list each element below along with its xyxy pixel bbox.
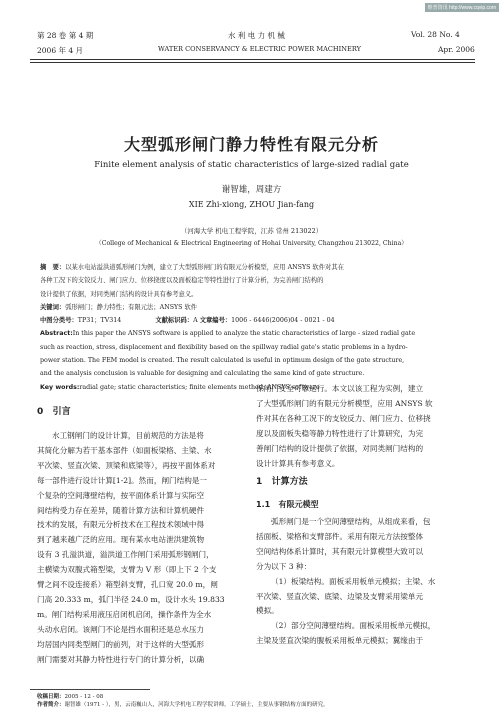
text-line: 件对其在各种工况下的支铰反力、闸门应力、位移挠 [256,413,431,423]
section-number: 0 [37,407,44,417]
abstract-line: 设计提供了依据，对同类闸门结构的设计具有参考意义。 [40,290,198,298]
abstract-line: 各种工况下的支铰反力、闸门应力、位移挠度以及面板稳定等特性进行了计算分析，为完善闸门结构的 [40,277,324,285]
text-line: 闸门需要对其静力特性进行专门的计算分析，以确 [37,654,205,664]
text-line: m。闸门结构采用液压启闭机启闭，操作条件为全水 [37,609,212,619]
text-line: 弧形闸门是一个空间薄壁结构，从组成来看，包 [271,517,431,526]
text-line: 个复杂的空间薄壁结构，按平面体系计算与实际空 [37,490,205,500]
doc-code-value: A [193,317,198,325]
text-line: 善闸门结构的设计提供了依据，对同类闸门结构的 [256,443,424,453]
subsection-1-1-heading [256,499,319,510]
header-date-en: Apr. 2006 [438,45,475,54]
footnote-received [37,692,103,700]
section-0-heading [37,404,71,417]
header-rule-thin [30,62,475,63]
abstract-line-en: In this paper the ANSYS software is applied to analyze the static characteristics of large - sized radial gate [72,330,416,338]
keywords-label-cn: 关键词： [40,303,66,311]
text-line: 均居国内同类型闸门的前列，对于这样的大型弧形 [37,639,205,649]
header-date-cn: 2006 年 4 月 [37,46,84,55]
text-line: 每一部件进行设计计算[1-2]。然而，闸门结构是一 [37,475,208,485]
text-line: 头动水启闭。该闸门不论是挡水面积还是总水压力 [37,624,205,634]
header-rule [30,59,475,60]
text-line: 了大型弧形闸门的有限元分析模型，应用 ANSYS 软 [256,398,433,408]
abstract-line-en: such as reaction, stress, displacement and flexibility based on the spillway radial gate's static problems in a hydro- [40,343,408,351]
text-line: 到了越来越广泛的应用。现有某水电站泄洪建筑物 [37,535,205,545]
text-line: 门高 20.333 m，弧门半径 24.0 m，设计水头 19.833 [37,594,225,604]
received-date: 2005 - 12 - 08 [64,694,104,700]
affiliation-en: （College of Mechanical & Electrical Engineering of Hohai University, Changzhou 213022, China） [95,240,408,247]
text-line: 平次梁、竖直次梁、顶梁和底梁等），再按平面体系对 [37,460,216,470]
right-column-intro [256,382,469,471]
left-column-text [37,429,248,668]
text-line: 水工钢闸门的设计计算，目前规范的方法是将 [52,431,204,440]
article-no-value: 1006 - 6446(2006)04 - 0021 - 04 [231,317,335,325]
header-volume-en: Vol. 28 No. 4 [411,30,460,39]
abstract-label-en: Abstract: [40,330,73,338]
abstract-line-en: power station. The FEM model is created. The result calculated is useful in optimum design of the gate structure, [40,357,405,365]
section-number: 1 [256,477,263,487]
author-label: 作者简介： [37,702,65,708]
article-no-label: 文章编号： [199,317,232,325]
paper-title-en: Finite element analysis of static characteristics of large-sized radial gate [94,160,409,170]
subsection-number: 1.1 [256,500,271,509]
text-line: 主横梁为双腹式箱型梁，支臂为 V 形（即上下 2 个支 [37,565,217,575]
text-line: 分为以下 3 种： [256,561,312,571]
text-line: （1）板梁结构。面板采用板单元模拟；主梁、水 [271,576,436,586]
keywords-label-en: Key words: [40,383,80,391]
abstract-cn [40,261,465,394]
subsection-title: 有限元模型 [278,500,319,509]
text-line: 其简化分解为若干基本部件（如面板梁格、主梁、水 [37,445,212,455]
right-column-body [256,515,469,649]
text-line: 设计计算具有参考意义。 [256,458,340,468]
section-1-heading [256,474,308,487]
abstract-label-cn: 摘 要： [40,264,66,271]
keywords-cn: 弧形闸门；静力特性；有限元法；ANSYS 软件 [65,303,198,311]
text-line: 主梁及竖直次梁的腹板采用板单元模拟；翼缘由于 [256,636,424,646]
clc-value: TP31；TV314 [77,317,122,325]
header-journal-cn: 水 利 电 力 机 械 [228,31,285,40]
text-line: （2）部分空间薄壁结构。面板采用板单元模拟， [271,621,436,631]
header-volume-cn: 第 28 卷 第 4 期 [37,31,94,40]
affiliation-cn: （河海大学 机电工程学院，江苏 常州 213022） [180,227,323,235]
text-line: 空间结构体系计算时，其有限元计算模型大致可以 [256,546,424,556]
keywords-en: radial gate; static characteristics; finite elements method; ANSYS software [79,383,320,391]
watermark: 维普资讯 http://www.cqvip.com [425,3,499,12]
authors-cn: 谢智雄，周建方 [221,185,282,195]
footnote-rule [30,689,150,690]
text-line: 间结构受力存在差异，随着计算方法和计算机硬件 [37,505,205,515]
doc-code-label: 文献标识码： [155,317,194,325]
footnote-author [37,700,329,708]
text-line: 技术的发展，有限元分析技术在工程技术领域中得 [37,520,205,530]
abstract-line-en: and the analysis conclusion is valuable for designing and calculating the same kind of gate structure. [40,370,365,378]
text-line: 臂之间不设连接系）箱型斜支臂，孔口宽 20.0 m，闸 [37,580,218,590]
paper-title-cn: 大型弧形闸门静力特性有限元分析 [123,135,379,154]
author-bio: 谢智雄（1971 - ），男，云南巍山人，河海大学机电工程学院讲师，工学硕士，主要从事钢结构方面的研究。 [64,702,329,708]
text-line: 度以及面板失稳等静力特性进行了计算研究，为完 [256,428,424,438]
text-line: 保闸门安全可靠运行。本文以该工程为实例，建立 [256,384,424,393]
header-journal-en: WATER CONSERVANCY & ELECTRIC POWER MACHINERY [158,45,361,53]
abstract-line: 以某水电站溢洪道弧形闸门为例，建立了大型弧形闸门的有限元分析模型，应用 ANSYS 软件对其在 [65,264,344,271]
received-label: 收稿日期： [37,694,65,700]
text-line: 平次梁、竖直次梁、底梁、边梁及支臂采用梁单元 [256,591,424,601]
text-line: 模拟。 [256,606,279,616]
clc-label: 中图分类号： [40,317,78,325]
section-title: 计算方法 [271,477,308,487]
section-title: 引言 [52,407,71,417]
text-line: 设有 3 孔溢洪道，溢洪道工作闸门采用弧形钢闸门， [37,550,214,560]
authors-en: XIE Zhi-xiong, ZHOU Jian-fang [188,200,315,209]
text-line: 括面板、梁格和支臂部件。采用有限元方法按整体 [256,531,424,541]
